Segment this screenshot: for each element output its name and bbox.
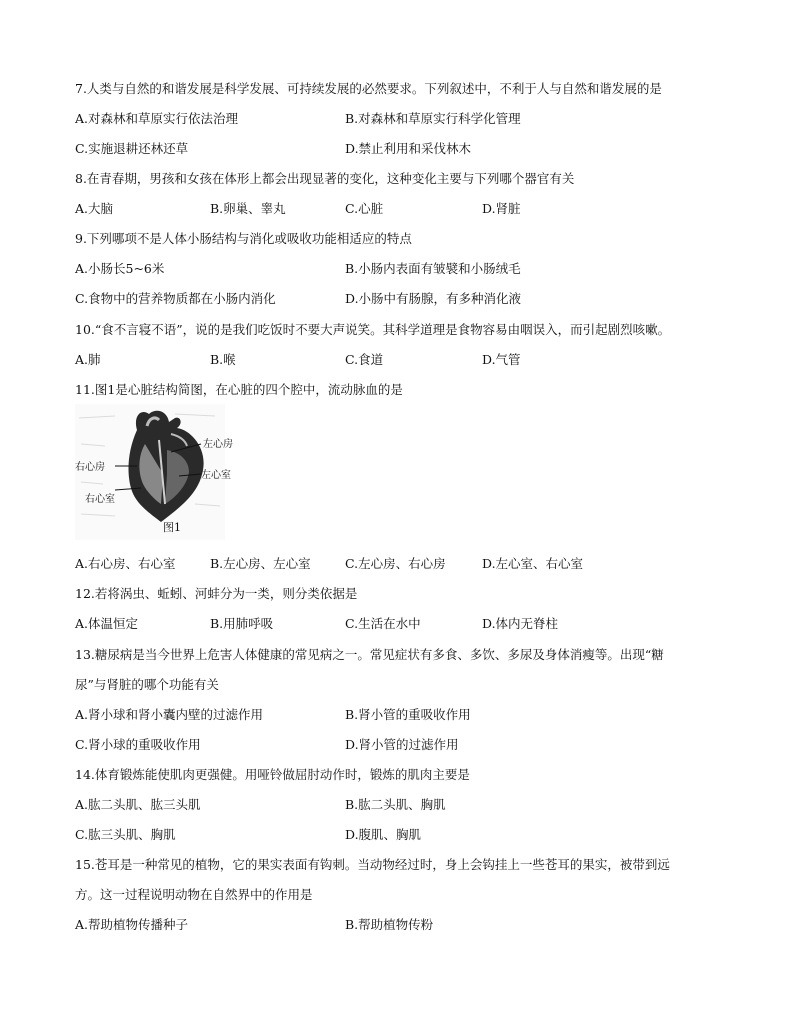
q11-option-a: A.右心房、右心室 [75,556,176,571]
q12-stem: 12.若将涡虫、蚯蚓、河蚌分为一类，则分类依据是 [75,586,358,601]
q10-option-d: D.气管 [482,352,521,367]
q10-stem: 10.“食不言寝不语”，说的是我们吃饭时不要大声说笑。其科学道理是食物容易由咽误入，而引起剧烈咳嗽。 [75,322,671,337]
q14-option-c: C.肱三头肌、胸肌 [75,827,176,842]
q10-option-b: B.喉 [210,352,236,367]
q14-option-d: D.腹肌、胸肌 [345,827,422,842]
label-right-atrium: 右心房 [75,462,105,473]
q12-option-c: C.生活在水中 [345,616,421,631]
q11-option-c: C.左心房、右心房 [345,556,446,571]
q15-option-a: A.帮助植物传播种子 [75,917,189,932]
q9-option-c: C.食物中的营养物质都在小肠内消化 [75,291,276,306]
q8-option-b: B.卵巢、睾丸 [210,201,286,216]
q13-option-a: A.肾小球和肾小囊内壁的过滤作用 [75,707,264,722]
q10-option-c: C.食道 [345,352,384,367]
q11-option-d: D.左心室、右心室 [482,556,584,571]
q15-stem-line1: 15.苍耳是一种常见的植物，它的果实表面有钩刺。当动物经过时，身上会钩挂上一些苍耳的果实，被带到远 [75,857,670,872]
q7-option-b: B.对森林和草原实行科学化管理 [345,111,521,126]
label-left-ventricle: 左心室 [201,470,231,481]
q14-stem: 14.体育锻炼能使肌肉更强健。用哑铃做屈肘动作时，锻炼的肌肉主要是 [75,767,470,782]
q13-option-c: C.肾小球的重吸收作用 [75,737,201,752]
q10-option-a: A.肺 [75,352,101,367]
q9-option-d: D.小肠中有肠腺，有多种消化液 [345,291,522,306]
label-right-ventricle: 右心室 [85,494,115,505]
q13-stem-line1: 13.糖尿病是当今世界上危害人体健康的常见病之一。常见症状有多食、多饮、多尿及身体消瘦等。出现“糖 [75,647,664,662]
q7-option-c: C.实施退耕还林还草 [75,141,189,156]
q8-option-a: A.大脑 [75,201,114,216]
q12-option-b: B.用肺呼吸 [210,616,274,631]
q14-option-b: B.肱二头肌、胸肌 [345,797,446,812]
q15-option-b: B.帮助植物传粉 [345,917,434,932]
q9-stem: 9.下列哪项不是人体小肠结构与消化或吸收功能相适应的特点 [75,231,412,246]
q11-option-b: B.左心房、左心室 [210,556,311,571]
q12-option-a: A.体温恒定 [75,616,139,631]
q13-option-d: D.肾小管的过滤作用 [345,737,459,752]
q12-option-d: D.体内无脊柱 [482,616,559,631]
q8-option-d: D.肾脏 [482,201,521,216]
q7-option-a: A.对森林和草原实行依法治理 [75,111,239,126]
q14-option-a: A.肱二头肌、肱三头肌 [75,797,201,812]
q8-option-c: C.心脏 [345,201,384,216]
q15-stem-line2: 方。这一过程说明动物在自然界中的作用是 [75,887,313,902]
label-left-atrium: 左心房 [203,439,233,450]
figure-caption: 图1 [163,521,181,534]
heart-diagram [75,404,233,540]
q9-option-b: B.小肠内表面有皱襞和小肠绒毛 [345,261,521,276]
q9-option-a: A.小肠长5~6米 [75,261,165,276]
q11-stem: 11.图1是心脏结构简图，在心脏的四个腔中，流动脉血的是 [75,382,403,397]
q13-stem-line2: 尿”与肾脏的哪个功能有关 [75,677,219,692]
q7-stem: 7.人类与自然的和谐发展是科学发展、可持续发展的必然要求。下列叙述中，不利于人与自然和谐发展的是 [75,81,662,96]
heart-diagram-figure [75,404,233,540]
q8-stem: 8.在青春期，男孩和女孩在体形上都会出现显著的变化，这种变化主要与下列哪个器官有关 [75,171,575,186]
q13-option-b: B.肾小管的重吸收作用 [345,707,471,722]
q7-option-d: D.禁止利用和采伐林木 [345,141,472,156]
